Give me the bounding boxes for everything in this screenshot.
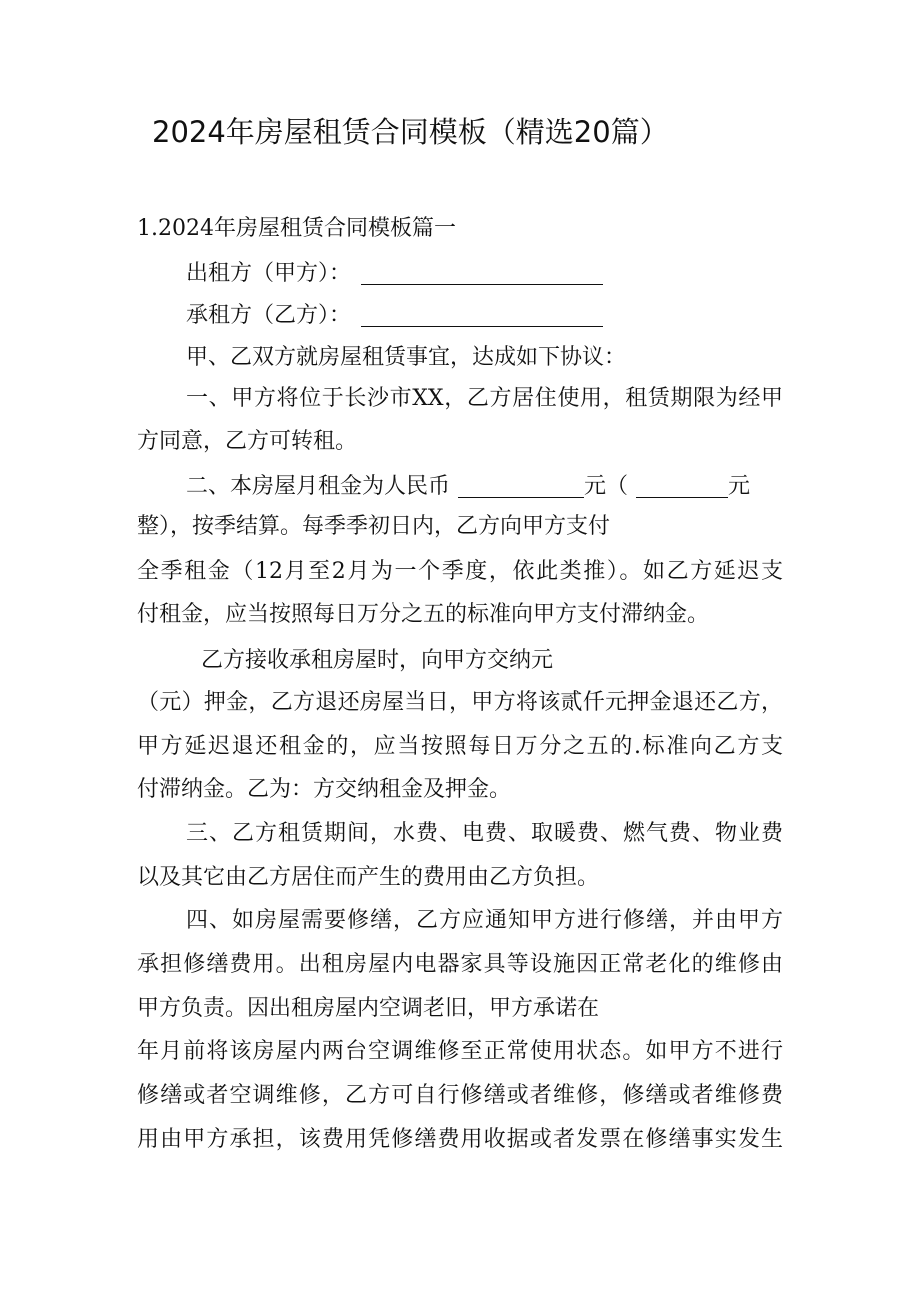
rent-unit: 元（ <box>584 474 629 499</box>
paragraph-line: 四、如房屋需要修缮，乙方应通知甲方进行修缮，并由甲方 <box>186 908 783 933</box>
rent-unit-2: 元 <box>728 474 751 499</box>
rent-label: 二、本房屋月租金为人民币 <box>186 474 451 499</box>
paragraph-line: 承担修缮费用。出租房屋内电器家具等设施因正常老化的维修由 <box>137 952 783 977</box>
lessee-blank <box>361 308 603 327</box>
paragraph-line: 以及其它由乙方居住而产生的费用由乙方负担。 <box>137 865 600 890</box>
paragraph-line: 用由甲方承担，该费用凭修缮费用收据或者发票在修缮事实发生 <box>137 1127 783 1152</box>
paragraph-line: 乙方接收承租房屋时，向甲方交纳元 <box>201 648 554 673</box>
lessor-line <box>186 263 603 285</box>
document-title: 2024年房屋租赁合同模板（精选20篇） <box>152 115 669 149</box>
lessor-blank <box>361 266 603 285</box>
rent-amount-blank <box>458 479 584 498</box>
paragraph-line: 全季租金（12月至2月为一个季度，依此类推）。如乙方延迟支 <box>137 559 783 584</box>
lessor-label: 出租方（甲方）： <box>186 261 352 286</box>
paragraph-line: 整），按季结算。每季季初日内，乙方向甲方支付 <box>137 514 611 539</box>
paragraph-line: 一、甲方将位于长沙市XX，乙方居住使用，租赁期限为经甲 <box>186 386 783 411</box>
lessee-label: 承租方（乙方）： <box>186 303 352 328</box>
paragraph-line: 三、乙方租赁期间，水费、电费、取暖费、燃气费、物业费 <box>186 821 783 846</box>
rent-words-blank <box>636 479 728 498</box>
paragraph-line: 甲方延迟退还租金的，应当按照每日万分之五的.标准向乙方支 <box>137 734 783 759</box>
paragraph-line: 甲方负责。因出租房屋内空调老旧，甲方承诺在 <box>137 996 600 1021</box>
paragraph-line: （元）押金，乙方退还房屋当日，甲方将该贰仟元押金退还乙方， <box>137 690 783 715</box>
paragraph-line: 付租金，应当按照每日万分之五的标准向甲方支付滞纳金。 <box>137 602 710 627</box>
paragraph-line: 甲、乙双方就房屋租赁事宜，达成如下协议： <box>186 345 627 370</box>
lessee-line <box>186 305 603 327</box>
paragraph-line: 方同意，乙方可转租。 <box>137 429 358 454</box>
paragraph-line: 付滞纳金。乙为：方交纳租金及押金。 <box>137 777 512 802</box>
section-heading: 1.2024年房屋租赁合同模板篇一 <box>137 216 456 241</box>
paragraph-line: 修缮或者空调维修，乙方可自行修缮或者维修，修缮或者维修费 <box>137 1083 783 1108</box>
paragraph-line: 年月前将该房屋内两台空调维修至正常使用状态。如甲方不进行 <box>137 1039 783 1064</box>
rent-line <box>186 476 750 498</box>
